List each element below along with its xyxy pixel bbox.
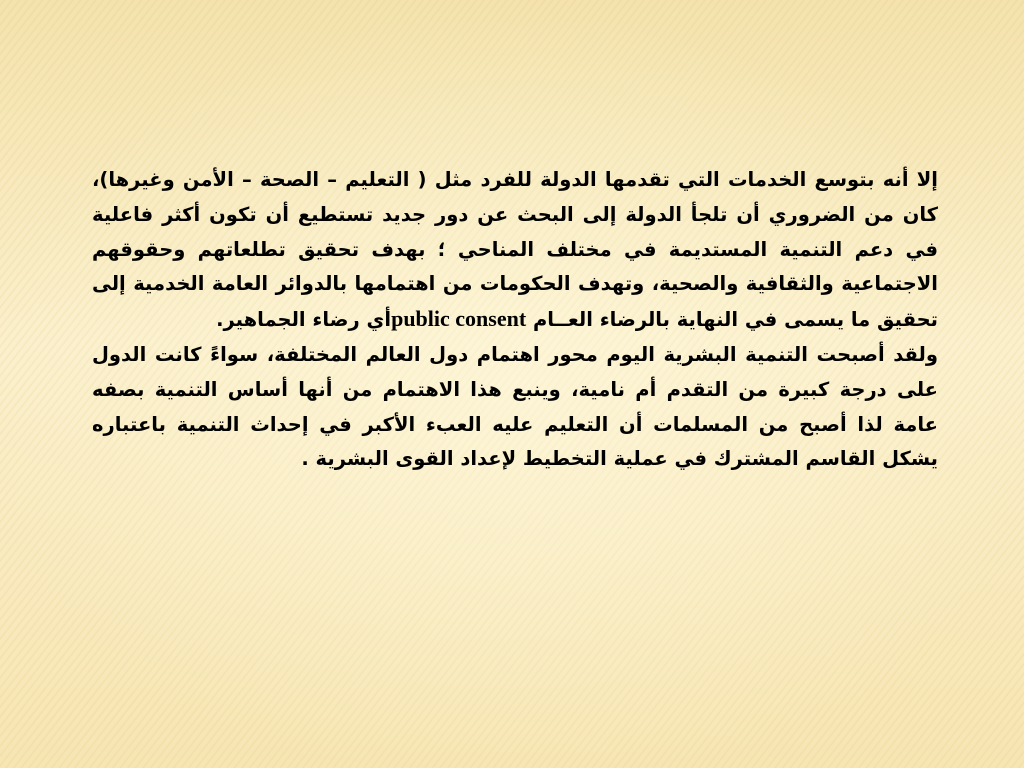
paragraph-public-services [92,163,938,338]
paragraph-1-text: إلا أنه بتوسع الخدمات التي تقدمها الدولة للفرد مثل ( التعليم – الصحة – الأمن وغيرها)، كان من الضروري أن تلجأ الدولة إلى البحث عن دور جديد تستطيع أن تكون أكثر فاعلية في دعم التنمية المستديمة في مختلف المناحي ؛ بهدف تحقيق تطلعاتهم وحقوقهم الاجتماعية والثقافية والصحية، وتهدف الحكومات من اهتمامها بالدوائر العامة الخدمية إلى تحقيق ما يسمى في النهاية بالرضاء العــام [92,168,938,332]
paragraph-1-text-end: أي رضاء الجماهير. [216,308,392,332]
body-text-box [92,163,938,477]
paragraph-human-development: ولقد أصبحت التنمية البشرية اليوم محور اهتمام دول العالم المختلفة، سواءً كانت الدول على درجة كبيرة من التقدم أم نامية، وينبع هذا الاهتمام من أنها أساس التنمية بصفه عامة لذا أصبح من المسلمات أن التعليم عليه العبء الأكبر في إحداث التنمية باعتباره يشكل القاسم المشترك في عملية التخطيط لإعداد القوى البشرية . [92,342,938,471]
english-term: public consent [391,306,527,332]
